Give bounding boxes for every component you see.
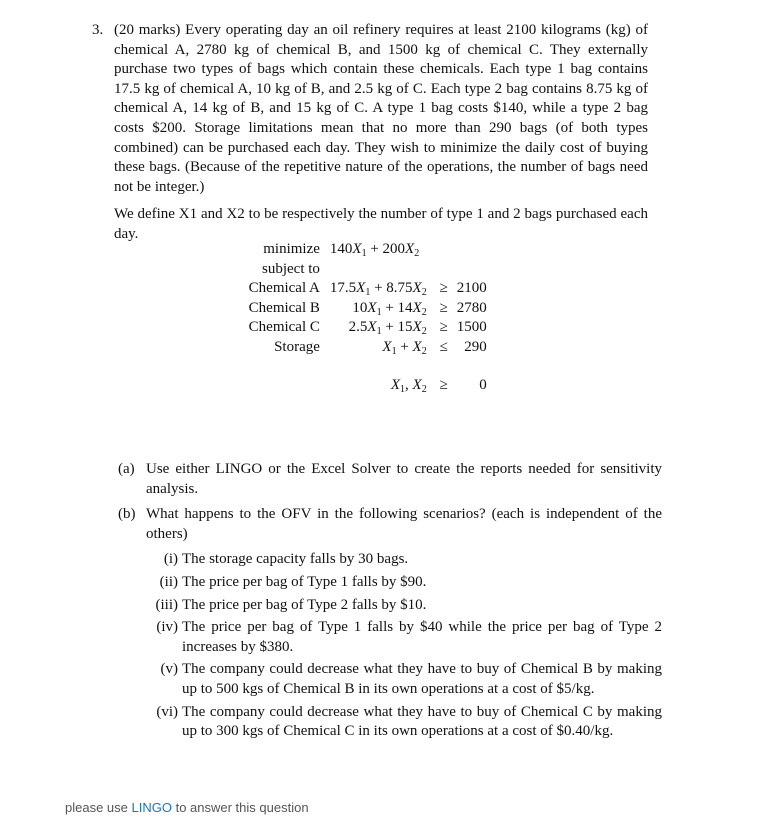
variable-definition bbox=[114, 205, 648, 244]
constraint-name: Chemical A bbox=[248, 280, 320, 297]
constraint-lhs: $2.5X_1 + 15X_2$ bbox=[348, 319, 427, 338]
scenario-label: (ii) bbox=[159, 573, 178, 590]
lingo-link[interactable]: LINGO bbox=[131, 800, 172, 815]
part-b bbox=[118, 505, 662, 544]
scenario-list bbox=[118, 550, 662, 741]
scenario-label: (v) bbox=[160, 661, 178, 678]
footer-prefix: please use bbox=[65, 800, 132, 815]
scenario-text: The price per bag of Type 1 falls by $40 while the price per bag of Type 2 increases by $380. bbox=[182, 619, 662, 655]
objective-row bbox=[246, 240, 487, 260]
scenario-label: (vi) bbox=[156, 703, 178, 720]
part-label: (a) bbox=[118, 461, 135, 477]
coef-a1: 2.5 bbox=[348, 319, 368, 336]
part-a bbox=[118, 460, 662, 499]
scenario-item bbox=[118, 660, 662, 699]
problem-number: 3. bbox=[92, 22, 104, 38]
scenario-item bbox=[118, 618, 662, 657]
constraint-rhs: 290 bbox=[464, 338, 487, 355]
constraint-lhs: $10X_1 + 14X_2$ bbox=[352, 299, 427, 318]
nonneg-rhs: 0 bbox=[479, 376, 487, 393]
nonneg-relation: ≥ bbox=[439, 376, 448, 393]
constraint-row bbox=[246, 299, 487, 319]
scenario-item bbox=[118, 703, 662, 742]
constraint-rhs: 2780 bbox=[456, 299, 487, 316]
question-parts bbox=[118, 460, 662, 745]
subject-to-row bbox=[246, 260, 487, 280]
part-label: (b) bbox=[118, 506, 136, 523]
scenario-label: (iii) bbox=[155, 596, 178, 613]
constraint-name: Chemical B bbox=[248, 299, 320, 316]
scenario-text: The price per bag of Type 2 falls by $10. bbox=[182, 596, 427, 613]
question-footer-note bbox=[65, 798, 309, 818]
coef-a2: 15 bbox=[397, 319, 413, 336]
coef-a1: 10 bbox=[352, 299, 368, 316]
scenario-text: The storage capacity falls by 30 bags. bbox=[182, 551, 409, 568]
constraint-row bbox=[246, 318, 487, 338]
scenario-label: (iv) bbox=[156, 619, 178, 636]
constraint-lhs: $17.5X_1 + 8.75X_2$ bbox=[329, 280, 427, 299]
constraint-name: Storage bbox=[274, 338, 320, 355]
constraint-name: Chemical C bbox=[248, 319, 320, 336]
constraint-relation: ≤ bbox=[439, 338, 448, 355]
nonnegativity-row bbox=[246, 376, 487, 396]
constraint-lhs: $X_1 + X_2$ bbox=[382, 338, 427, 357]
constraint-rhs: 1500 bbox=[456, 319, 487, 336]
coef-a2: 8.75 bbox=[386, 280, 413, 297]
scenario-item bbox=[118, 573, 662, 593]
scenario-label: (i) bbox=[163, 551, 178, 568]
scenario-item bbox=[118, 550, 662, 570]
constraint-row bbox=[246, 279, 487, 299]
problem-intro: (20 marks) Every operating day an oil refinery requires at least 2100 kilograms (kg) of chemical A, 2780 kg of chemical B, and 1500 kg of chemical C. They externally purchase two types of bags which contain these chemicals. Each type 1 bag contains 17.5 kg of chemical A, 10 kg of B, and 2.5 kg of C. Each type 2 bag contains 8.75 kg of chemical A, 14 kg of B, and 15 kg of C. A type 1 bag costs $140, while a type 2 bag costs $200. Storage limitations mean that no more than 290 bags (of both types combined) can be purchased each day. They wish to minimize the daily cost of buying these bags. (Because of the repetitive nature of the operations, the number of bags need not be integer.) bbox=[114, 22, 648, 195]
scenario-text: The company could decrease what they have to buy of Chemical B by making up to 500 kgs of Chemical B in its own operations at a cost of $5/kg. bbox=[182, 661, 662, 697]
scenario-text: The company could decrease what they have to buy of Chemical C by making up to 300 kgs of Chemical C in its own operations at a cost of $0.40/kg. bbox=[182, 703, 662, 740]
objective-coef-1: 140 bbox=[329, 241, 353, 257]
objective-coef-2: 200 bbox=[382, 241, 406, 257]
part-text: Use either LINGO or the Excel Solver to create the reports needed for sensitivity analysis. bbox=[146, 461, 662, 497]
lp-model bbox=[246, 240, 487, 395]
scenario-item bbox=[118, 596, 662, 616]
objective-expression: $140X_1 + 200X_2$ bbox=[329, 241, 420, 259]
variable-definition-text: We define X1 and X2 to be respectively the number of type 1 and 2 bags purchased each day. bbox=[114, 206, 648, 242]
footer-suffix: to answer this question bbox=[171, 800, 309, 815]
constraint-row bbox=[246, 338, 487, 358]
part-text: What happens to the OFV in the following scenarios? (each is independent of the others) bbox=[146, 506, 662, 542]
minimize-label: minimize bbox=[263, 241, 320, 257]
constraint-rhs: 2100 bbox=[456, 280, 487, 297]
coef-a1: 17.5 bbox=[329, 280, 357, 297]
subject-to-label: subject to bbox=[262, 260, 320, 277]
nonneg-vars: $X_1$, $X_2$ bbox=[390, 376, 427, 395]
problem-3 bbox=[92, 21, 648, 245]
constraint-relation: ≥ bbox=[439, 280, 448, 297]
coef-a2: 14 bbox=[397, 299, 413, 316]
constraint-relation: ≥ bbox=[439, 299, 448, 316]
constraint-relation: ≥ bbox=[439, 319, 448, 336]
scenario-text: The price per bag of Type 1 falls by $90. bbox=[182, 573, 427, 590]
